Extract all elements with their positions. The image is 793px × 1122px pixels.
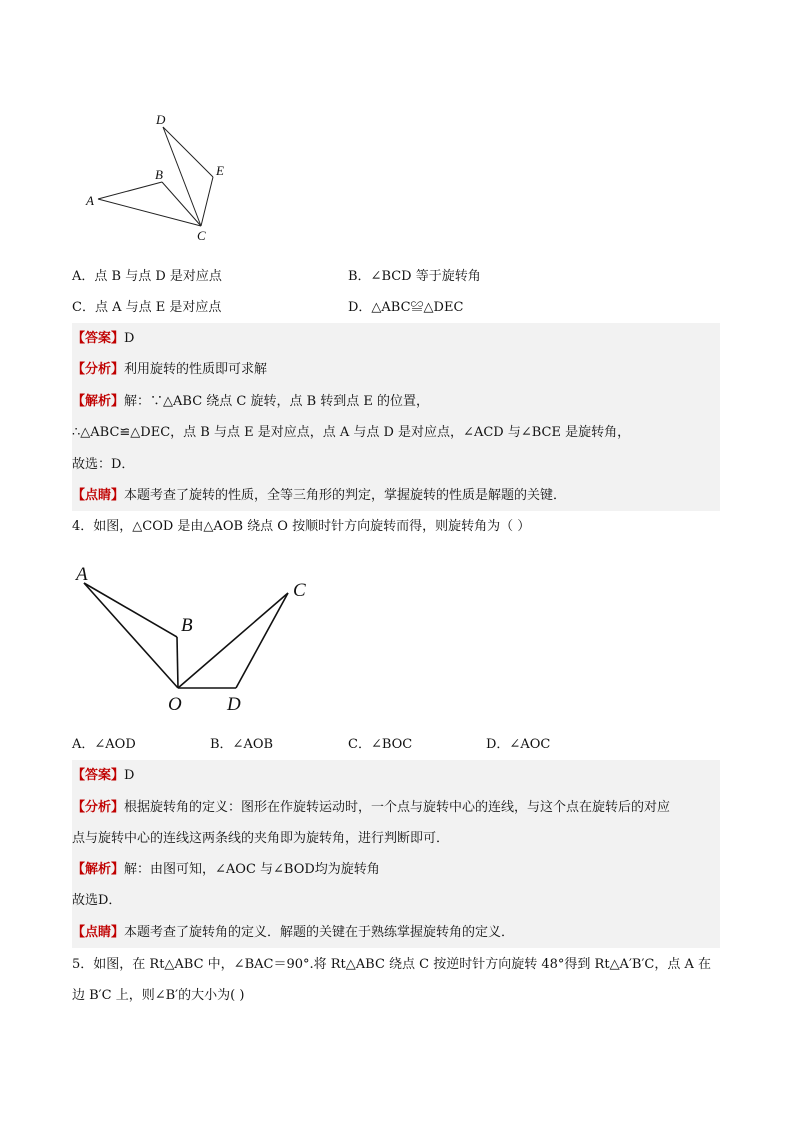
q4-option-b: B．∠AOB [210,737,274,752]
segment-AC [98,199,201,226]
segment-BC [162,182,201,226]
q3-solution-line1 [72,393,429,411]
q4-option-a: A．∠AOD [72,737,136,752]
segment-AO [84,583,178,688]
q5-stem-line1: 5．如图，在 Rt△ABC 中，∠BAC＝90°.将 Rt△ABC 绕点 C 按逆时针方向旋转 48°得到 Rt△A′B′C，点 A 在 [72,957,712,972]
q3-option-c: C．点 A 与点 E 是对应点 [72,300,222,315]
label-A: A [86,193,94,208]
segment-AB [84,583,177,637]
answer-tag: 【答案】 [72,768,125,783]
comment-text: 本题考查了旋转角的定义．解题的关键在于熟练掌握旋转角的定义． [124,925,515,940]
q4-solution-line1 [72,861,380,879]
q4-answer [72,767,134,785]
q4-option-d: D．∠AOC [486,737,551,752]
label-C: C [293,580,306,601]
label-D: D [227,694,241,715]
q3-comment [72,487,566,505]
q3-solution-line2: ∴△ABC≌△DEC，点 B 与点 E 是对应点，点 A 与点 D 是对应点，∠ACD 与∠BCE 是旋转角， [72,425,631,440]
label-C: C [197,228,206,243]
label-E: E [216,163,224,178]
label-D: D [156,112,166,127]
q4-analysis-line1 [72,799,670,817]
q3-answer [72,330,134,348]
answer-value: D [124,331,135,346]
q3-option-a: A．点 B 与点 D 是对应点 [72,269,222,284]
label-A: A [76,564,88,585]
q3-option-b: B．∠BCD 等于旋转角 [348,269,481,284]
q4-option-c: C．∠BOC [348,737,413,752]
analysis-text: 根据旋转角的定义：图形在作旋转运动时，一个点与旋转中心的连线，与这个点在旋转后的对应 [124,800,671,815]
q4-analysis-line2: 点与旋转中心的连线这两条线的夹角即为旋转角，进行判断即可． [72,831,450,846]
q3-option-d: D．△ABC≌△DEC [348,300,464,315]
segment-BO [177,637,178,688]
segment-EC [201,177,213,226]
q4-solution-line2: 故选D． [72,893,122,908]
analysis-text: 利用旋转的性质即可求解 [124,362,268,377]
analysis-tag: 【分析】 [72,800,125,815]
segment-CD [236,593,288,688]
q3-answer-panel [72,323,720,511]
q4-stem: 4．如图，△COD 是由△AOB 绕点 O 按顺时针方向旋转而得，则旋转角为（ ） [72,519,531,534]
segment-OC [178,593,288,688]
segment-DC [163,127,201,226]
q4-comment [72,924,514,942]
comment-tag: 【点睛】 [72,925,125,940]
label-B: B [155,167,163,182]
solution-tag: 【解析】 [72,862,125,877]
q5-stem-line2: 边 B′C 上，则∠B′的大小为( ) [72,988,245,1003]
solution-text: 解：由图可知，∠AOC 与∠BOD均为旋转角 [124,862,380,877]
segment-AB [98,182,162,199]
q3-solution-line3: 故选：D． [72,457,135,472]
label-O: O [168,694,182,715]
q4-answer-panel [72,760,720,948]
comment-tag: 【点睛】 [72,488,125,503]
label-B: B [181,615,193,636]
answer-tag: 【答案】 [72,331,125,346]
answer-value: D [124,768,135,783]
analysis-tag: 【分析】 [72,362,125,377]
segment-DE [163,127,213,177]
comment-text: 本题考查了旋转的性质，全等三角形的判定，掌握旋转的性质是解题的关键． [124,488,567,503]
q3-analysis [72,361,267,379]
solution-text: 解：∵△ABC 绕点 C 旋转，点 B 转到点 E 的位置， [124,394,430,409]
solution-tag: 【解析】 [72,394,125,409]
